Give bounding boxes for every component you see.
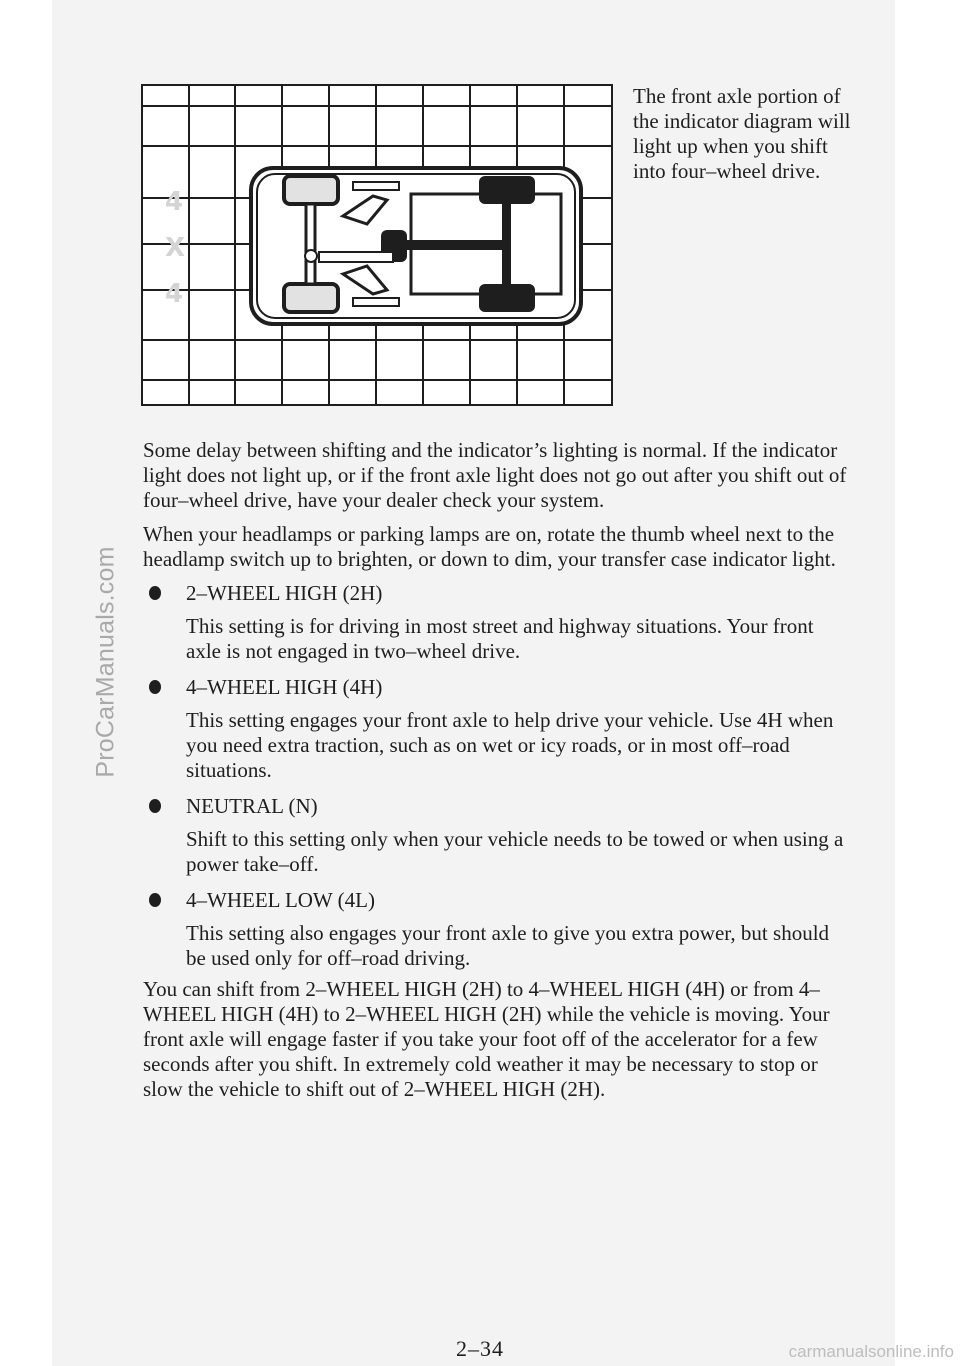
front-right-wheel-icon (284, 284, 338, 312)
paragraph-shifting-while-moving: You can shift from 2–WHEEL HIGH (2H) to 4–WHEEL HIGH (4H) or from 4–WHEEL HIGH (4H) to 2–WHEEL HIGH (2H) while the vehicle is moving. Your front axle will engage faster if you take your foot off of the accelerator for a few seconds after you shift. In extremely cold weather it may be necessary to stop or slow the vehicle to shift out of 2–WHEEL HIGH (2H). (143, 977, 830, 1101)
figure-caption: The front axle portion of the indicator diagram will light up when you shift into four–wheel drive. (633, 84, 851, 183)
setting-description: This setting engages your front axle to help drive your vehicle. Use 4H when you need extra traction, such as on wet or icy roads, or in most off–road situations. (186, 708, 834, 782)
bullet-icon (149, 799, 161, 813)
setting-label: 4–WHEEL LOW (4L) (186, 888, 375, 912)
setting-label: NEUTRAL (N) (186, 794, 318, 818)
svg-text:4: 4 (165, 279, 184, 309)
body-text (143, 438, 853, 1111)
front-axle-icon (306, 204, 315, 284)
rear-driveshaft-icon (407, 240, 502, 250)
setting-item (143, 794, 853, 877)
paragraph-brightness: When your headlamps or parking lamps are on, rotate the thumb wheel next to the headlamp switch up to brighten, or down to dim, your transfer case indicator light. (143, 522, 836, 571)
front-left-wheel-icon (284, 176, 338, 204)
rear-axle-icon (502, 204, 511, 284)
setting-heading (143, 675, 853, 700)
paragraph-indicator-delay: Some delay between shifting and the indicator’s lighting is normal. If the indicator light does not light up, or if the front axle light does not go out after you shift out of four–wheel drive, have your dealer check your system. (143, 438, 847, 512)
rear-right-wheel-icon (479, 284, 535, 312)
indicator-diagram-svg (141, 84, 613, 406)
setting-heading (143, 794, 853, 819)
transfer-case-indicator-diagram (141, 84, 613, 406)
setting-description: This setting is for driving in most street and highway situations. Your front axle is not engaged in two–wheel drive. (186, 614, 814, 663)
4x4-label-icon (165, 187, 185, 309)
setting-heading (143, 581, 853, 606)
svg-text:4: 4 (165, 187, 184, 217)
setting-item (143, 675, 853, 783)
setting-item (143, 581, 853, 664)
bullet-icon (149, 586, 161, 600)
page-number: 2–34 (456, 1336, 504, 1361)
side-watermark: ProCarManuals.com (91, 546, 120, 778)
setting-label: 4–WHEEL HIGH (4H) (186, 675, 383, 699)
bullet-icon (149, 893, 161, 907)
rear-left-wheel-icon (479, 176, 535, 204)
setting-item (143, 888, 853, 971)
setting-description: Shift to this setting only when your vehicle needs to be towed or when using a power take–off. (186, 827, 844, 876)
front-driveshaft-icon (319, 252, 393, 262)
bullet-icon (149, 680, 161, 694)
svg-text:X: X (165, 233, 186, 263)
vehicle-drivetrain-icon (251, 168, 581, 324)
setting-heading (143, 888, 853, 913)
setting-label: 2–WHEEL HIGH (2H) (186, 581, 383, 605)
bottom-watermark: carmanualsonline.info (788, 1342, 954, 1361)
setting-description: This setting also engages your front axle to give you extra power, but should be used only for off–road driving. (186, 921, 830, 970)
